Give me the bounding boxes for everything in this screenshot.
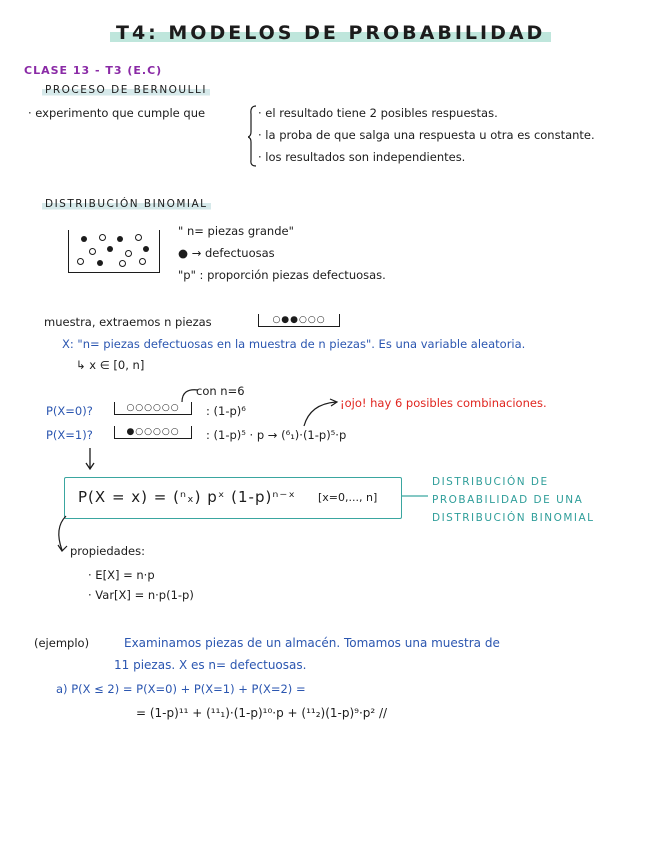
pieces-box-illustration xyxy=(68,230,160,273)
p1-label: P(X=1)? xyxy=(46,428,93,442)
formula-label-connector xyxy=(402,490,430,502)
bernoulli-item-1: · el resultado tiene 2 posibles respuestas. xyxy=(258,106,498,120)
variable-range: ↳ x ∈ [0, n] xyxy=(76,358,145,372)
variable-x-text: X: "n= piezas defectuosas en la muestra de n piezas". Es una variable aleatoria. xyxy=(62,337,526,351)
example-label: (ejemplo) xyxy=(34,636,90,650)
example-line-2: 11 piezas. X es n= defectuosas. xyxy=(114,658,307,672)
binomial-heading: DISTRIBUCIÓN BINOMIAL xyxy=(42,198,211,210)
p0-label: P(X=0)? xyxy=(46,404,93,418)
bernoulli-heading: PROCESO DE BERNOULLI xyxy=(42,84,210,96)
property-expectation: · E[X] = n·p xyxy=(88,568,155,582)
formula-label-line-3: DISTRIBUCIÓN BINOMIAL xyxy=(432,512,595,524)
binomial-legend-2: ● → defectuosas xyxy=(178,246,275,260)
bernoulli-brace xyxy=(248,104,258,168)
properties-arrow xyxy=(52,514,70,554)
con-n-note: con n=6 xyxy=(196,384,245,398)
binomial-formula-domain: [x=0,..., n] xyxy=(318,491,378,504)
p1-expression: : (1-p)⁵ · p → (⁶₁)·(1-p)⁵·p xyxy=(206,428,347,442)
class-label: CLASE 13 - T3 (E.C) xyxy=(24,64,163,77)
bernoulli-item-2: · la proba de que salga una respuesta u otra es constante. xyxy=(258,128,595,142)
p0-expression: : (1-p)⁶ xyxy=(206,404,246,418)
properties-heading: propiedades: xyxy=(70,544,145,558)
example-line-1: Examinamos piezas de un almacén. Tomamos una muestra de xyxy=(124,636,500,650)
binomial-legend-3: "p" : proporción piezas defectuosas. xyxy=(178,268,386,282)
variable-definition xyxy=(62,337,525,351)
p1-pieces-illustration: ●○○○○○ xyxy=(114,426,192,439)
example-part-a-result: = (1-p)¹¹ + (¹¹₁)·(1-p)¹⁰·p + (¹¹₂)(1-p)⁹·p² // xyxy=(136,706,388,720)
ojo-note: ¡ojo! hay 6 posibles combinaciones. xyxy=(340,396,547,410)
formula-label-line-2: PROBABILIDAD DE UNA xyxy=(432,494,584,506)
binomial-formula: P(X = x) = (ⁿₓ) pˣ (1-p)ⁿ⁻ˣ xyxy=(78,488,296,506)
property-variance: · Var[X] = n·p(1-p) xyxy=(88,588,194,602)
bernoulli-item-3: · los resultados son independientes. xyxy=(258,150,466,164)
ojo-arrow xyxy=(300,398,340,428)
sample-pieces-illustration: ○●●○○○ xyxy=(258,314,340,327)
bernoulli-intro: · experimento que cumple que xyxy=(28,106,206,120)
p0-pieces-illustration: ○○○○○○ xyxy=(114,402,192,415)
example-part-a-text: a) P(X ≤ 2) = P(X=0) + P(X=1) + P(X=2) = xyxy=(56,682,306,696)
example-part-a xyxy=(56,682,306,696)
formula-label-line-1: DISTRIBUCIÓN DE xyxy=(432,476,549,488)
sample-line: muestra, extraemos n piezas xyxy=(44,315,212,329)
page-title: T4: MODELOS DE PROBABILIDAD xyxy=(110,22,551,44)
down-arrow xyxy=(84,446,96,472)
binomial-legend-1: " n= piezas grande" xyxy=(178,224,294,238)
